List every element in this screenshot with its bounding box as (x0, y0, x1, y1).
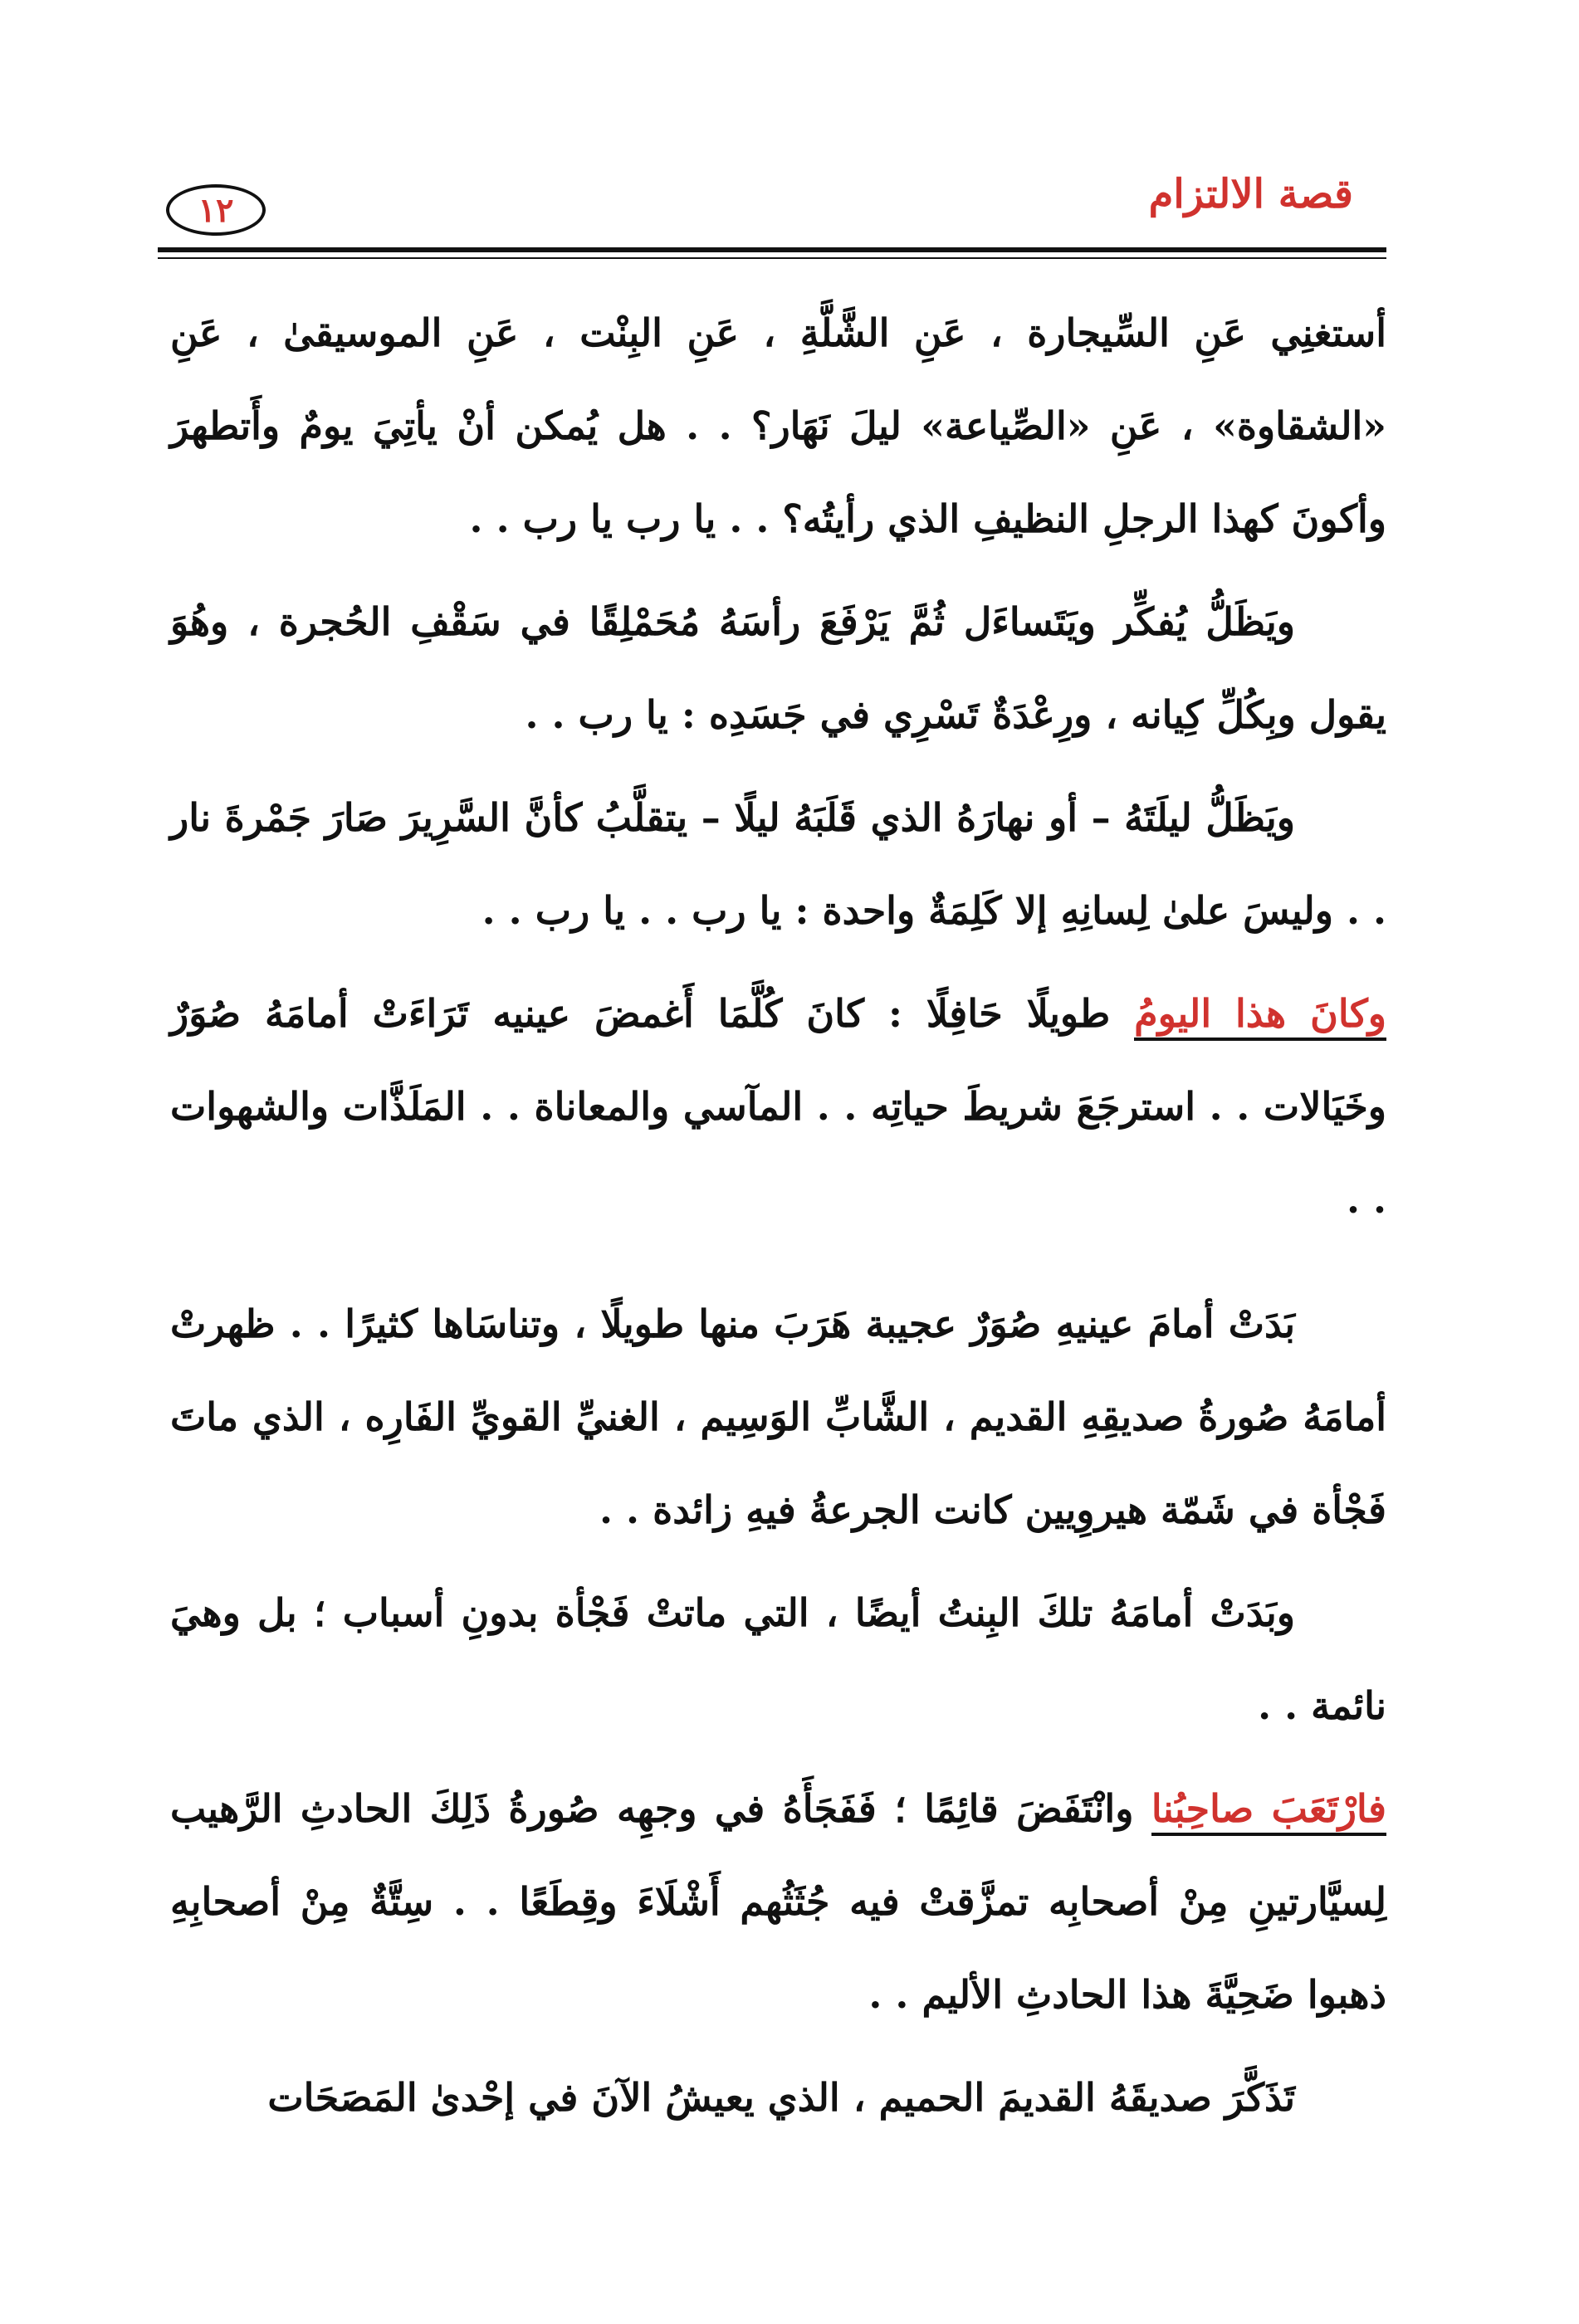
paragraph-text: بَدَتْ أمامَ عينيهِ صُوَرٌ عجيبة هَرَبَ منها طويلًا ، وتناسَاها كثيرًا . . ظهرتْ أمامَهُ صُورةُ صديقِهِ القديم ، الشَّابِّ الوَسِيم ، الغنيِّ القويِّ الفَارِه ، الذي ماتَ فَجْأة في شَمّة هيروِيين كانت الجرعةُ فيهِ زائدة . . (170, 1301, 1386, 1532)
paragraph (170, 1762, 1386, 2041)
paragraph-text: وبَدَتْ أمامَهُ تلكَ البِنتُ أيضًا ، التي ماتتْ فَجْأة بدونِ أسباب ؛ بل وهيَ نائمة . . (170, 1590, 1386, 1728)
paragraph-text: وانْتَفَضَ قائِمًا ؛ فَفَجَأَهُ في وجهِه صُورةُ ذَلِكَ الحادثِ الرَّهيب لِسيَّارتينِ مِنْ أصحابِه تمزَّقتْ فيه جُثَثُهم أَشْلَاءَ وقِطَعًا . . سِتَّةٌ مِنْ أصحابِهِ ذهبوا ضَحِيَّةَ هذا الحادثِ الأليم . . (170, 1786, 1386, 2017)
paragraph-text: ويَظَلُّ يُفكِّر ويَتَساءَل ثُمَّ يَرْفَعَ رأسَهُ مُحَمْلِقًا في سَقْفِ الحُجرة ، وهُوَ يقول وبِكُلِّ كِيانه ، ورِعْدَةٌ تَسْرِي في جَسَدِه : يا رب . . (170, 599, 1386, 737)
page-body (170, 286, 1386, 2144)
header-rule-thick (158, 247, 1386, 252)
highlighted-phrase: فارْتَعَبَ صاحِبُنا (1151, 1786, 1386, 1836)
highlighted-phrase: وكانَ هذا اليومُ (1134, 991, 1386, 1041)
page-number: ١٢ (198, 190, 234, 230)
paragraph-text: تَذَكَّرَ صديقَهُ القديمَ الحميم ، الذي يعيشُ الآنَ في إحْدىٰ المَصَحَات (267, 2075, 1295, 2120)
paragraph-text: أستغنِي عَنِ السِّيجارة ، عَنِ الشَّلَّةِ ، عَنِ البِنْت ، عَنِ الموسيقىٰ ، عَنِ «الشقاوة» ، عَنِ «الصِّياعة» ليلَ نَهَار؟ . . هل يُمكن أنْ يأتِيَ يومٌ وأَتطهرَ وأكونَ كهذا الرجلِ النظيفِ الذي رأيتُه؟ . . يا رب يا رب . . (170, 310, 1386, 541)
paragraph (170, 967, 1386, 1246)
paragraph (170, 1566, 1386, 1752)
page-number-badge (166, 184, 266, 236)
book-title: قصة الالتزام (1148, 171, 1353, 217)
paragraph (170, 1277, 1386, 1556)
paragraph (170, 575, 1386, 761)
page-header (158, 149, 1386, 257)
paragraph-text: طويلًا حَافِلًا : كانَ كُلَّمَا أَغمضَ عينيه تَرَاءَتْ أمامَهُ صُوَرٌ وخَيَالات . . استرجَعَ شريطَ حياتِه . . المآسي والمعاناة . . المَلَذَّات والشهوات . . (170, 991, 1386, 1222)
paragraph (170, 286, 1386, 565)
paragraph-text: ويَظَلُّ ليلَتَهُ – أو نهارَهُ الذي قَلَبَهُ ليلًا – يتقلَّبُ كأنَّ السَّرِيرَ صَارَ جَمْرةَ نار . . وليسَ علىٰ لِسانِهِ إلا كَلِمَةٌ واحدة : يا رب . . يا رب . . (170, 795, 1386, 933)
paragraph (170, 2051, 1386, 2144)
paragraph (170, 771, 1386, 957)
header-rule-thin (158, 257, 1386, 259)
